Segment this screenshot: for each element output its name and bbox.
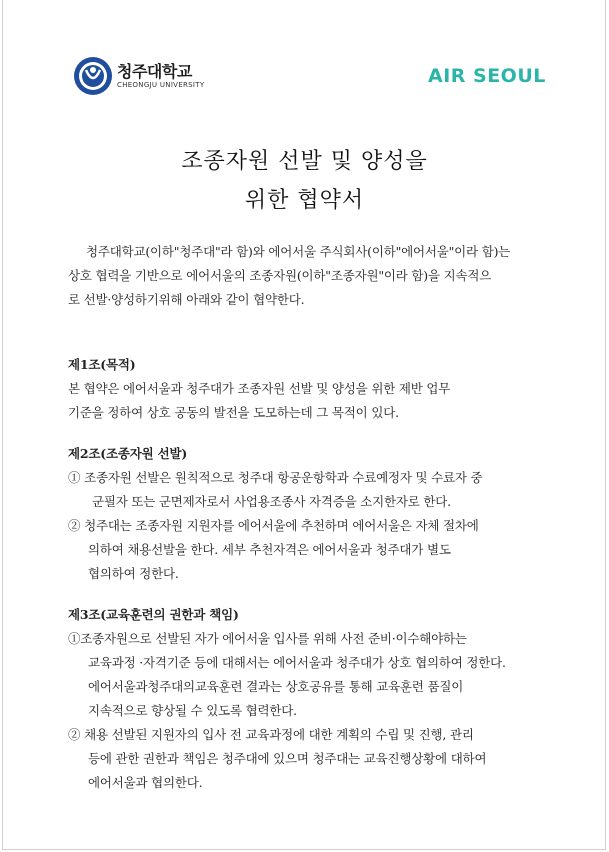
- university-english-name: CHEONGJU UNIVERSITY: [117, 80, 205, 89]
- cheongju-university-logo: [73, 56, 204, 96]
- page-border: [2, 0, 606, 850]
- article-3-line-1: ①조종자원으로 선발된 자가 에어서울 입사를 위해 사전 준비·이수해야하는: [68, 631, 467, 646]
- article-1-heading: 제1조(목적): [68, 357, 136, 372]
- intro-line-3: 로 선발·양성하기위해 아래와 같이 협약한다.: [68, 292, 305, 307]
- article-2-line-3: ② 청주대는 조종자원 지원자를 에어서울에 추천하며 에어서울은 자체 절차에: [68, 518, 479, 533]
- university-name: 청주대학교: [117, 61, 192, 81]
- article-3-line-6: 등에 관한 권한과 책임은 청주대에 있으며 청주대는 교육진행상황에 대하여: [88, 751, 487, 766]
- document-title-line-1: 조종자원 선발 및 양성을: [181, 149, 428, 174]
- article-2-line-4: 의하여 채용선발을 한다. 세부 추천자격은 에어서울과 청주대가 별도: [88, 542, 451, 557]
- article-2-line-1: ① 조종자원 선발은 원칙적으로 청주대 항공운항학과 수료예정자 및 수료자 중: [68, 470, 483, 485]
- article-1-line-2: 기준을 정하여 상호 공동의 발전을 도모하는데 그 목적이 있다.: [68, 405, 399, 420]
- air-seoul-logo: AIR SEOUL: [428, 65, 546, 87]
- article-3-heading: 제3조(교육훈련의 권한과 책임): [68, 607, 239, 622]
- article-3-line-5: ② 채용 선발된 지원자의 입사 전 교육과정에 대한 계획의 수립 및 진행, 관리: [68, 727, 474, 742]
- university-emblem-icon: [73, 56, 113, 96]
- article-2-heading: 제2조(조종자원 선발): [68, 446, 188, 461]
- article-2-line-5: 협의하여 정한다.: [88, 566, 179, 581]
- article-1-line-1: 본 협약은 에어서울과 청주대가 조종자원 선발 및 양성을 위한 제반 업무: [68, 381, 451, 396]
- article-3-line-4: 지속적으로 향상될 수 있도록 협력한다.: [88, 703, 297, 718]
- intro-line-1: 청주대학교(이하"청주대"라 함)와 에어서울 주식회사(이하"에어서울"이라 함)는: [86, 244, 511, 259]
- document-title-line-2: 위한 협약서: [244, 188, 365, 213]
- document-header: [0, 50, 609, 100]
- article-3-line-3: 에어서울과청주대의교육훈련 결과는 상호공유를 통해 교육훈련 품질이: [88, 679, 464, 694]
- article-3-line-2: 교육과정 ·자격기준 등에 대해서는 에어서울과 청주대가 상호 협의하여 정한다.: [88, 655, 506, 670]
- article-2-line-2: 군필자 또는 군면제자로서 사업용조종사 자격증을 소지한자로 한다.: [92, 494, 451, 509]
- intro-line-2: 상호 협력을 기반으로 에어서울의 조종자원(이하"조종자원"이라 함)을 지속적으: [68, 268, 492, 283]
- article-3-line-7: 에어서울과 협의한다.: [88, 775, 203, 790]
